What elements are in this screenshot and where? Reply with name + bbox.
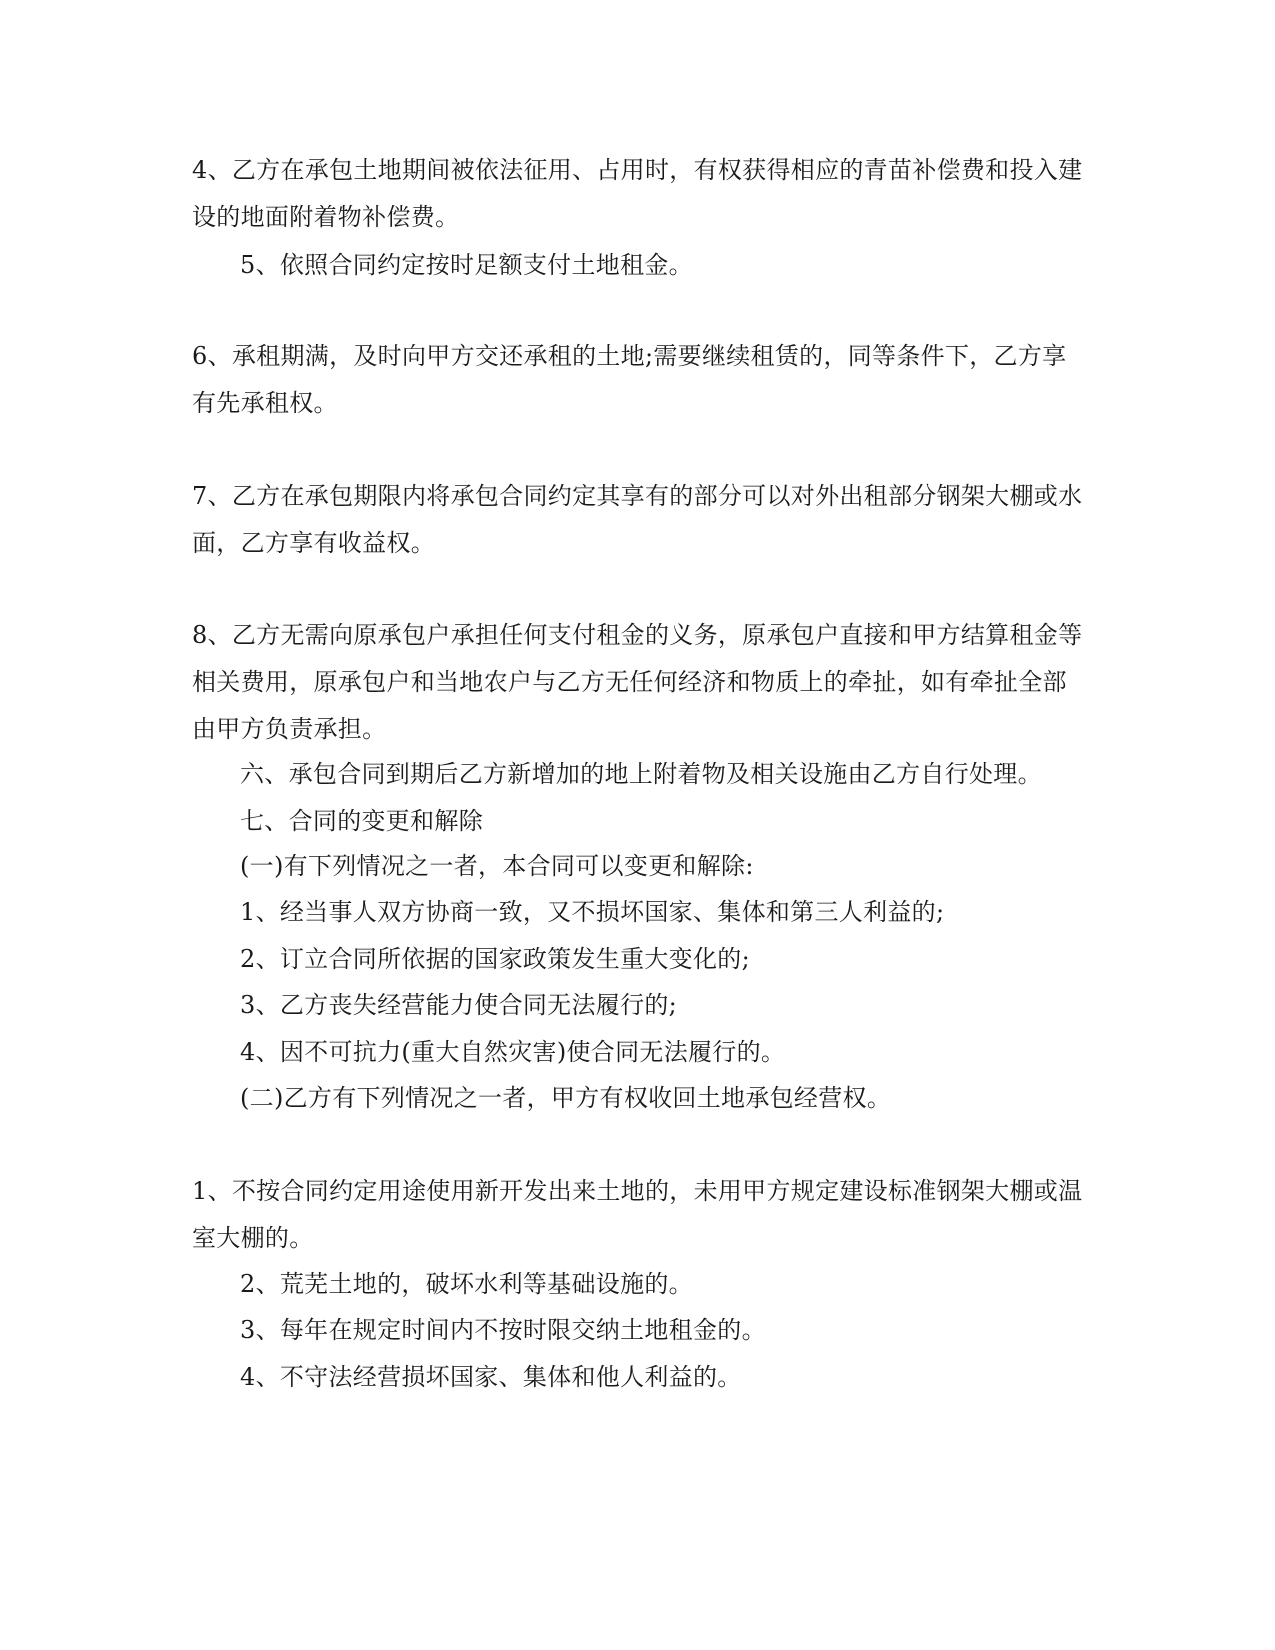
revocation-condition-1: 1、不按合同约定用途使用新开发出来土地的，未用甲方规定建设标准钢架大棚或温室大棚的。	[192, 1177, 1083, 1252]
subsection-1-heading: (一)有下列情况之一者，本合同可以变更和解除:	[240, 852, 754, 880]
revocation-condition-3: 3、每年在规定时间内不按时限交纳土地租金的。	[240, 1316, 766, 1344]
clause-8-no-rent-obligation: 8、乙方无需向原承包户承担任何支付租金的义务，原承包户直接和甲方结算租金等相关费用，原承包户和当地农户与乙方无任何经济和物质上的牵扯，如有牵扯全部由甲方负责承担。	[192, 621, 1083, 743]
clause-5-rent-payment: 5、依照合同约定按时足额支付土地租金。	[240, 251, 693, 279]
clause-6-lease-renewal: 6、承租期满，及时向甲方交还承租的土地;需要继续租赁的，同等条件下，乙方享有先承租权。	[192, 342, 1067, 417]
subsection-2-heading: (二)乙方有下列情况之一者，甲方有权收回土地承包经营权。	[240, 1084, 892, 1112]
revocation-condition-2: 2、荒芜土地的，破坏水利等基础设施的。	[240, 1270, 693, 1298]
clause-4-compensation: 4、乙方在承包土地期间被依法征用、占用时，有权获得相应的青苗补偿费和投入建设的地面附着物补偿费。	[192, 156, 1083, 231]
change-condition-2: 2、订立合同所依据的国家政策发生重大变化的;	[240, 945, 750, 973]
section-7-heading: 七、合同的变更和解除	[240, 807, 483, 835]
change-condition-1: 1、经当事人双方协商一致，又不损坏国家、集体和第三人利益的;	[240, 898, 945, 926]
section-6-heading: 六、承包合同到期后乙方新增加的地上附着物及相关设施由乙方自行处理。	[240, 760, 1042, 788]
revocation-condition-4: 4、不守法经营损坏国家、集体和他人利益的。	[240, 1363, 742, 1391]
change-condition-3: 3、乙方丧失经营能力使合同无法履行的;	[240, 991, 678, 1019]
clause-7-sublease: 7、乙方在承包期限内将承包合同约定其享有的部分可以对外出租部分钢架大棚或水面，乙方享有收益权。	[192, 482, 1083, 557]
change-condition-4: 4、因不可抗力(重大自然灾害)使合同无法履行的。	[240, 1038, 786, 1066]
